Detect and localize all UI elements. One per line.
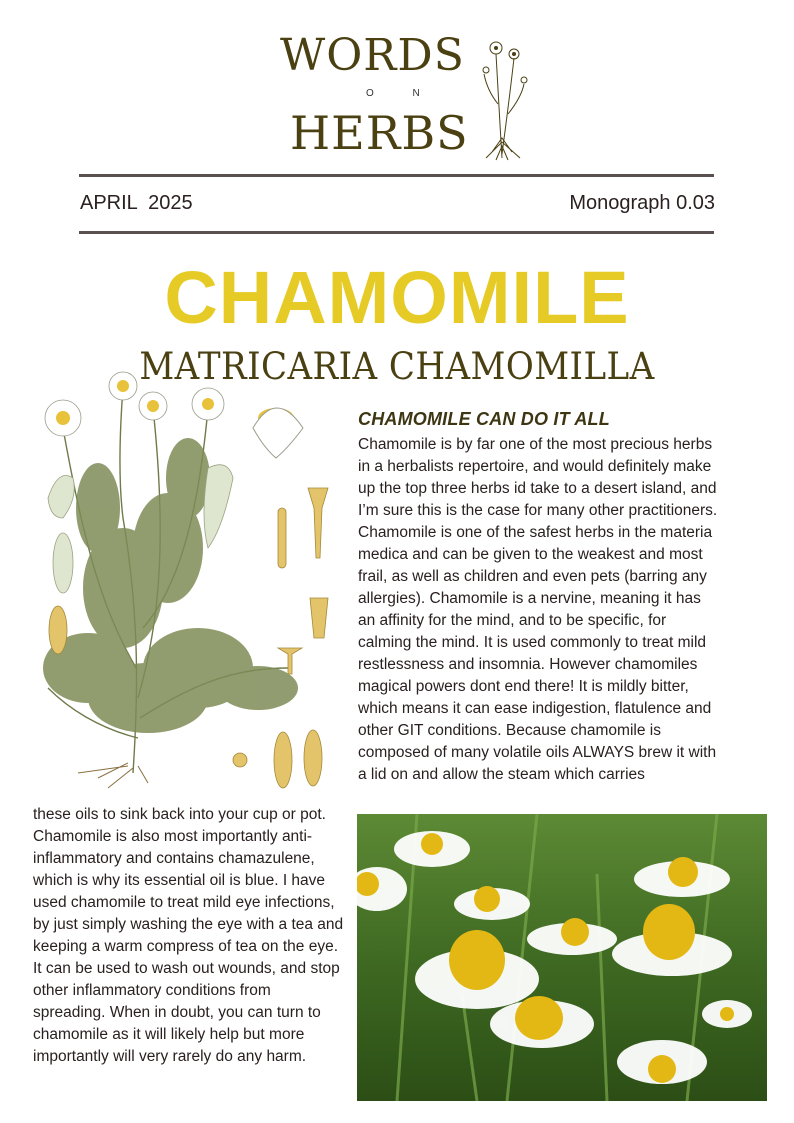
herb-sprig-icon [478, 34, 530, 162]
top-rule [79, 174, 714, 177]
latin-name: MATRICARIA CHAMOMILLA [139, 345, 655, 388]
masthead-words: WORDS [280, 30, 465, 81]
article-heading: CHAMOMILE CAN DO IT ALL [358, 409, 610, 429]
masthead-herbs: HERBS [290, 106, 469, 160]
masthead-logo [270, 28, 530, 163]
botanical-illustration [28, 368, 334, 793]
chamomile-photo [357, 814, 767, 1101]
issue-date: APRIL 2025 [80, 192, 193, 214]
article-column-left: these oils to sink back into your cup or pot. Chamomile is also most importantly anti-inflammatory and contains chamazulene, which is why its essential oil is blue. I have used chamomile to treat mild eye infections, by just simply washing the eye with a tea and keeping a warm compress of tea on the eye. It can be used to wash out wounds, and stop other inflammatory conditions from spreading. When in doubt, you can turn to chamomile as it will likely help but more importantly will very rarely do any harm. [33, 806, 344, 1065]
article-column-right: Chamomile is by far one of the most precious herbs in a herbalists repertoire, and would definitely make up the top three herbs id take to a desert island, and I’m sure this is the case for many other practitioners. Chamomile is one of the safest herbs in the materia medica and can be given to the weakest and most frail, as well as children and even pets (barring any allergies). Chamomile is a nervine, meaning it has an affinity for the mind, and to be specific, for calming the mind. It is used commonly to treat mild restlessness and insomnia. However chamomiles magical powers dont end there! It is mildly bitter, which means it can ease indigestion, flatulence and other GIT conditions. Because chamomile is composed of many volatile oils ALWAYS brew it with a lid on and allow the steam which carries [358, 436, 718, 783]
bottom-rule [79, 231, 714, 234]
page-title: CHAMOMILE [164, 256, 630, 339]
monograph-number: Monograph 0.03 [569, 192, 715, 214]
masthead-on: O N [366, 88, 438, 99]
